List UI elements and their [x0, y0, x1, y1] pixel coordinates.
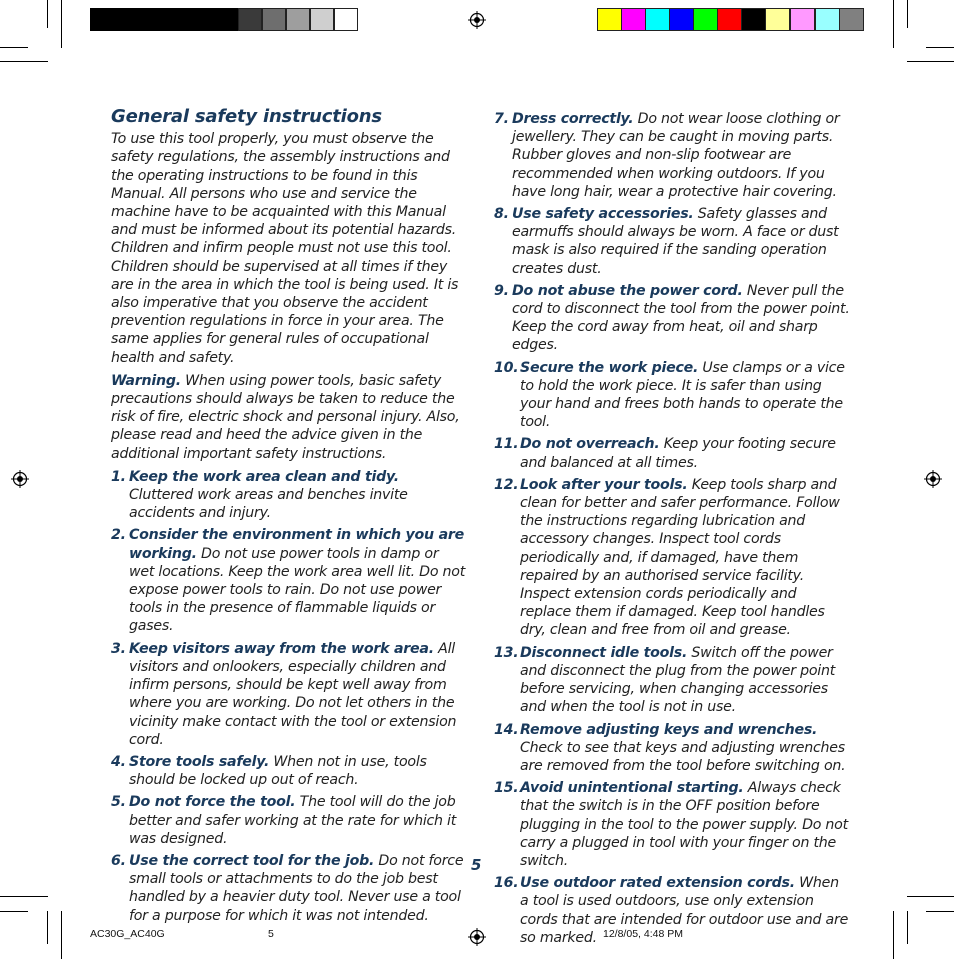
intro-paragraph: To use this tool properly, you must observe the safety regulations, the assembly instructions and the operating instructions to be found in this Manual. All persons who use and service the machine have to be acquainted with this Manual and must be informed about its potential hazards. Children and infirm people must not use this tool. Children should be supervised at all times if they are in the area in which the tool is being used. It is also imperative that you observe the accident prevention regulations in force in your area. The same applies for general rules of occupational health and safety. [111, 131, 459, 366]
item-title: Remove adjusting keys and wrenches. [520, 721, 818, 738]
item-text: When a tool is used outdoors, use only extension cords that are intended for outdoor use and are so marked. [520, 875, 849, 946]
item-title: Look after your tools. [520, 476, 688, 493]
item-text: Do not force small tools or attachments to do the job best handled by a heavier duty tool. Never use a tool for a purpose for which it was not intended. [129, 852, 464, 924]
item-title: Keep the work area clean and tidy. [129, 468, 399, 485]
color-bar [597, 8, 864, 31]
warning-text: When using power tools, basic safety precautions should always be taken to reduce the risk of fire, electric shock and personal injury. Also, please read and heed the advice given in the additional important safety instructions. [111, 372, 460, 462]
list-item [494, 644, 850, 717]
right-column [494, 110, 850, 951]
list-item [111, 640, 467, 749]
section-heading: General safety instructions [111, 106, 382, 127]
registration-mark-icon [468, 928, 486, 946]
list-item [111, 753, 467, 789]
item-title: Keep visitors away from the work area. [129, 640, 434, 657]
item-text: The tool will do the job better and safer working at the rate for which it was designed. [129, 794, 457, 847]
item-title: Do not overreach. [520, 436, 660, 453]
item-title: Use outdoor rated extension cords. [520, 875, 795, 892]
registration-mark-icon [468, 11, 486, 29]
item-text: All visitors and onlookers, especially children and infirm persons, should be kept well away from where you are working. Do not let others in the vicinity make contact with the tool or extension cord. [129, 640, 457, 748]
list-item [494, 779, 850, 870]
item-text: Keep your footing secure and balanced at all times. [520, 436, 836, 471]
slug-page: 5 [268, 928, 274, 940]
item-text: Safety glasses and earmuffs should always be worn. A face or dust mask is also required if the sanding operation creates dust. [512, 206, 839, 277]
warning-label: Warning. [111, 372, 181, 389]
item-text: Do not wear loose clothing or jewellery. They can be caught in moving parts. Rubber gloves and non-slip footwear are recommended when working outdoors. If you have long hair, wear a protective hair covering. [512, 111, 840, 200]
item-title: Secure the work piece. [520, 359, 699, 376]
item-text: Always check that the switch is in the OFF position before plugging in the tool to the power supply. Do not carry a plugged in tool with your finger on the switch. [520, 780, 848, 869]
list-item [494, 282, 850, 355]
item-number: 9. [494, 282, 509, 299]
item-number: 2. [111, 527, 126, 544]
slug-file: AC30G_AC40G [90, 928, 165, 940]
item-title: Consider the environment in which you are working. [129, 527, 465, 562]
list-item [494, 205, 850, 278]
item-number: 8. [494, 206, 509, 223]
item-title: Avoid unintentional starting. [520, 780, 744, 797]
page-number: 5 [471, 856, 482, 874]
item-title: Use safety accessories. [512, 206, 694, 223]
item-title: Dress correctly. [512, 111, 634, 127]
item-title: Disconnect idle tools. [520, 644, 688, 661]
registration-mark-icon [11, 470, 29, 488]
item-text: Never pull the cord to disconnect the tool from the power point. Keep the cord away from heat, oil and sharp edges. [512, 282, 850, 354]
item-title: Do not force the tool. [129, 794, 296, 811]
item-number: 11. [494, 436, 519, 453]
warning-paragraph [111, 372, 467, 463]
item-text: Switch off the power and disconnect the plug from the power point before servicing, when changing accessories and when the tool is not in use. [520, 644, 836, 716]
list-item [494, 721, 850, 776]
grayscale-bar [90, 8, 358, 31]
list-item [494, 435, 850, 471]
item-text: Use clamps or a vice to hold the work piece. It is safer than using your hand and frees both hands to operate the tool. [520, 359, 845, 431]
item-text: Cluttered work areas and benches invite accidents and injury. [129, 487, 408, 522]
list-item [494, 110, 850, 201]
item-number: 4. [111, 753, 126, 770]
list-item [111, 526, 467, 635]
item-number: 16. [494, 875, 519, 892]
list-item [494, 359, 850, 432]
item-text: When not in use, tools should be locked up out of reach. [129, 753, 427, 789]
item-number: 12. [494, 476, 519, 493]
item-number: 5. [111, 794, 126, 811]
item-text: Keep tools sharp and clean for better and safer performance. Follow the instructions regarding lubrication and accessory changes. Inspect tool cords periodically and, if damaged, have them repaired by an authorised service facility. Inspect extension cords periodically and replace them if damaged. Keep tool handles dry, clean and free from oil and grease. [520, 476, 840, 639]
item-title: Use the correct tool for the job. [129, 852, 375, 869]
list-item [111, 793, 467, 848]
item-number: 10. [494, 359, 519, 376]
item-number: 13. [494, 644, 519, 661]
item-number: 14. [494, 721, 519, 738]
registration-mark-icon [924, 470, 942, 488]
list-item [111, 852, 467, 925]
list-item [111, 468, 467, 523]
list-item [494, 476, 850, 640]
item-number: 15. [494, 780, 519, 797]
item-title: Store tools safely. [129, 753, 270, 770]
item-number: 6. [111, 852, 126, 869]
item-number: 3. [111, 640, 126, 657]
item-text: Check to see that keys and adjusting wrenches are removed from the tool before switching on. [520, 739, 846, 774]
slug-date: 12/8/05, 4:48 PM [603, 928, 683, 940]
item-number: 1. [111, 468, 126, 485]
left-column [111, 108, 467, 929]
item-text: Do not use power tools in damp or wet locations. Keep the work area well lit. Do not expose power tools to rain. Do not use power tools in the presence of flammable liquids or gases. [129, 545, 466, 635]
item-number: 7. [494, 111, 509, 127]
item-title: Do not abuse the power cord. [512, 282, 743, 299]
